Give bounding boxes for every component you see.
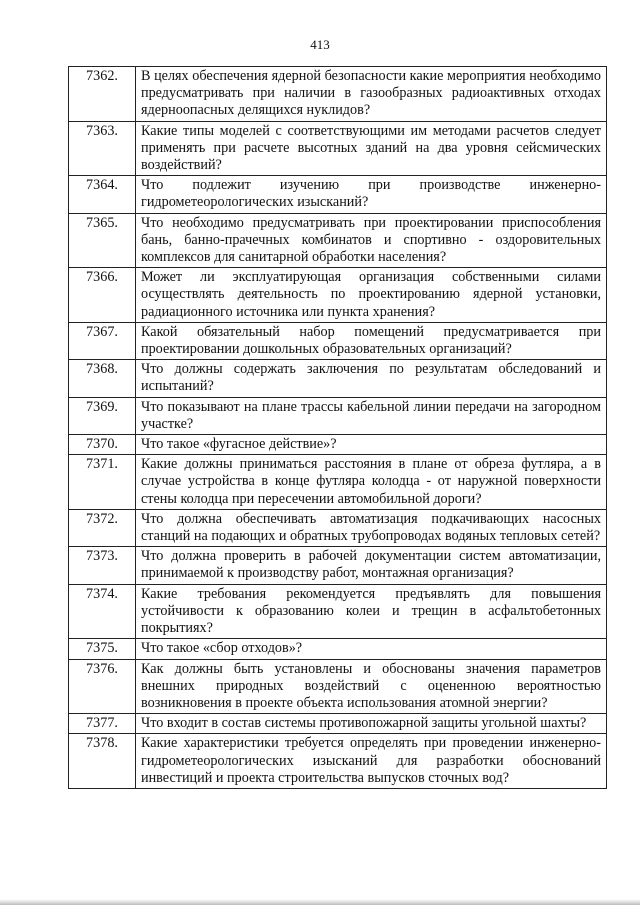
question-text: Что показывают на плане трассы кабельной линии передачи на загородном участке? (136, 397, 607, 434)
question-number: 7371. (69, 455, 136, 510)
question-number: 7370. (69, 435, 136, 455)
table-row (69, 213, 607, 268)
page-bottom-edge (0, 899, 640, 905)
question-number: 7362. (69, 67, 136, 122)
table-row (69, 176, 607, 213)
table-row (69, 509, 607, 546)
question-text: Что такое «сбор отходов»? (136, 639, 607, 659)
table-row (69, 714, 607, 734)
question-number: 7364. (69, 176, 136, 213)
question-text: Что такое «фугасное действие»? (136, 435, 607, 455)
question-text: Что должна проверить в рабочей документации систем автоматизации, принимаемой к производству работ, монтажная организация? (136, 547, 607, 584)
question-text: Может ли эксплуатирующая организация собственными силами осуществлять деятельность по проектированию ядерной установки, радиационного источника или пункта хранения? (136, 268, 607, 323)
question-number: 7378. (69, 734, 136, 789)
question-number: 7363. (69, 121, 136, 176)
table-row (69, 397, 607, 434)
question-text: Какие характеристики требуется определять при проведении инженерно-гидрометеорологических изысканий для разработки обоснований инвестиций и проекта строительства выпусков сточных вод? (136, 734, 607, 789)
question-text: В целях обеспечения ядерной безопасности какие мероприятия необходимо предусматривать при наличии в газообразных радиоактивных отходах ядерноопасных делящихся нуклидов? (136, 67, 607, 122)
question-text: Какие типы моделей с соответствующими им методами расчетов следует применять при расчете высотных зданий на два уровня сейсмических воздействий? (136, 121, 607, 176)
table-row (69, 322, 607, 359)
table-row (69, 734, 607, 789)
table-row (69, 67, 607, 122)
question-text: Какой обязательный набор помещений предусматривается при проектировании дошкольных образовательных организаций? (136, 322, 607, 359)
table-row (69, 268, 607, 323)
table-row (69, 435, 607, 455)
question-number: 7374. (69, 584, 136, 639)
question-number: 7366. (69, 268, 136, 323)
table-row (69, 360, 607, 397)
question-number: 7368. (69, 360, 136, 397)
table-row (69, 455, 607, 510)
question-number: 7375. (69, 639, 136, 659)
question-text: Что должна обеспечивать автоматизация подкачивающих насосных станций на подающих и обратных трубопроводах водяных тепловых сетей? (136, 509, 607, 546)
question-text: Какие требования рекомендуется предъявлять для повышения устойчивости к образованию колеи и трещин в асфальтобетонных покрытиях? (136, 584, 607, 639)
table-row (69, 584, 607, 639)
question-number: 7373. (69, 547, 136, 584)
questions-table (68, 66, 607, 789)
question-number: 7365. (69, 213, 136, 268)
question-number: 7367. (69, 322, 136, 359)
question-text: Что должны содержать заключения по результатам обследований и испытаний? (136, 360, 607, 397)
question-text: Что входит в состав системы противопожарной защиты угольной шахты? (136, 714, 607, 734)
table-row (69, 547, 607, 584)
question-number: 7376. (69, 659, 136, 714)
question-number: 7372. (69, 509, 136, 546)
question-text: Что подлежит изучению при производстве инженерно-гидрометеорологических изысканий? (136, 176, 607, 213)
question-text: Как должны быть установлены и обоснованы значения параметров внешних природных воздействий с оцененною вероятностью возникновения в проекте объекта использования атомной энергии? (136, 659, 607, 714)
question-text: Какие должны приниматься расстояния в плане от обреза футляра, а в случае устройства в конце футляра колодца - от наружной поверхности стены колодца при пересечении автомобильной дороги? (136, 455, 607, 510)
questions-table-body (69, 67, 607, 789)
question-number: 7369. (69, 397, 136, 434)
question-text: Что необходимо предусматривать при проектировании приспособления бань, банно-прачечных комбинатов и спортивно - оздоровительных комплексов для санитарной обработки населения? (136, 213, 607, 268)
table-row (69, 121, 607, 176)
question-number: 7377. (69, 714, 136, 734)
page-number: 413 (310, 37, 330, 52)
table-row (69, 659, 607, 714)
table-row (69, 639, 607, 659)
